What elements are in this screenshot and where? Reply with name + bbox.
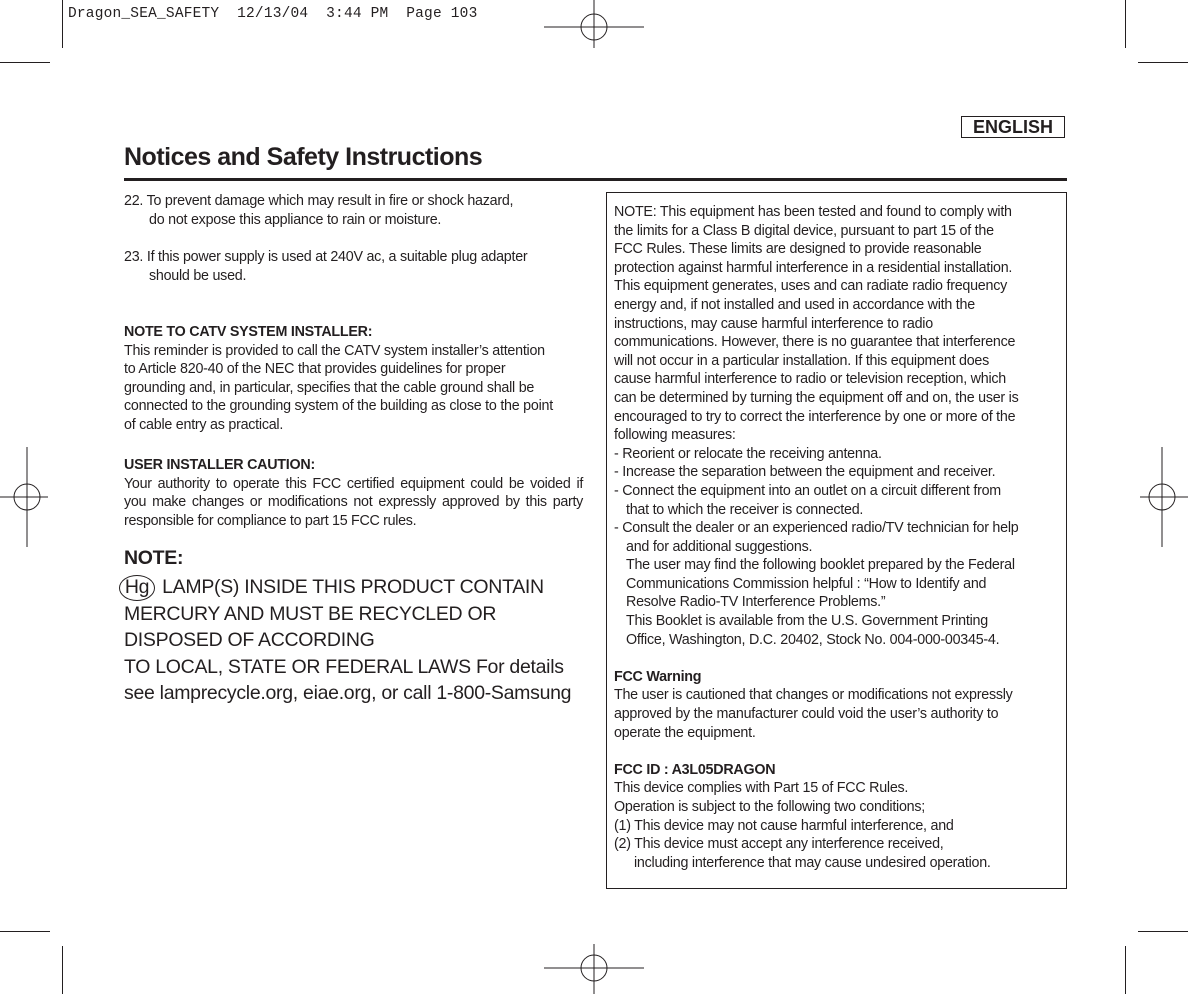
catv-line: This reminder is provided to call the CATV system installer’s attention: [124, 342, 545, 359]
safety-item-22: [124, 192, 513, 229]
printer-slug: Dragon_SEA_SAFETY 12/13/04 3:44 PM Page 103: [68, 6, 478, 22]
measure-item: - Increase the separation between the equipment and receiver.: [614, 464, 996, 481]
page-title: Notices and Safety Instructions: [124, 143, 483, 171]
booklet-line: Communications Commission helpful : “How to Identify and: [626, 575, 987, 592]
catv-section: [124, 323, 553, 435]
fcc-note-line: energy and, if not installed and used in accordance with the: [614, 296, 975, 313]
mercury-line: MERCURY AND MUST BE RECYCLED OR: [124, 602, 497, 625]
measure-line: - Connect the equipment into an outlet on a circuit different from: [614, 482, 1001, 499]
fcc-note-line: can be determined by turning the equipment off and on, the user is: [614, 389, 1019, 406]
mercury-line: see lamprecycle.org, eiae.org, or call 1-800-Samsung: [124, 682, 572, 704]
fcc-id-heading: FCC ID : A3L05DRAGON: [614, 761, 776, 778]
fcc-id-line: This device complies with Part 15 of FCC Rules.: [614, 780, 909, 797]
user-caution-heading: USER INSTALLER CAUTION:: [124, 457, 315, 473]
measure-item: - Reorient or relocate the receiving antenna.: [614, 445, 882, 462]
fcc-note-line: instructions, may cause harmful interference to radio: [614, 315, 933, 332]
language-badge: ENGLISH: [961, 116, 1065, 138]
mercury-note-heading: NOTE:: [124, 547, 184, 569]
item-line: should be used.: [149, 267, 247, 284]
booklet-line: Office, Washington, D.C. 20402, Stock No. 004-000-00345-4.: [626, 631, 1000, 648]
fcc-id-line: Operation is subject to the following two conditions;: [614, 799, 925, 815]
catv-line: of cable entry as practical.: [124, 416, 284, 433]
fcc-note-line: FCC Rules. These limits are designed to provide reasonable: [614, 241, 982, 258]
catv-line: connected to the grounding system of the building as close to the point: [124, 398, 553, 415]
title-rule: [124, 178, 1067, 181]
catv-line: grounding and, in particular, specifies that the cable ground shall be: [124, 379, 535, 396]
fcc-note-line: cause harmful interference to radio or television reception, which: [614, 371, 1006, 388]
fcc-id-line: (1) This device may not cause harmful interference, and: [614, 817, 954, 834]
fcc-note-line: protection against harmful interference in a residential installation.: [614, 259, 1013, 276]
mercury-line: DISPOSED OF ACCORDING: [124, 629, 375, 651]
mercury-line: [124, 574, 571, 601]
fcc-warning-line: The user is cautioned that changes or modifications not expressly: [614, 687, 1013, 704]
fcc-note-line: encouraged to try to correct the interference by one or more of the: [614, 408, 1016, 425]
mercury-line-text: LAMP(S) INSIDE THIS PRODUCT CONTAIN: [162, 575, 544, 598]
fcc-note-line: following measures:: [614, 427, 736, 444]
measure-line: that to which the receiver is connected.: [626, 501, 864, 518]
fcc-id-line: (2) This device must accept any interference received,: [614, 836, 944, 853]
user-caution-section: [124, 456, 583, 530]
fcc-warning-line: operate the equipment.: [614, 724, 756, 741]
item-line: 22. To prevent damage which may result in fire or shock hazard,: [124, 193, 514, 209]
fcc-note-line: communications. However, there is no guarantee that interference: [614, 334, 1016, 351]
catv-heading: NOTE TO CATV SYSTEM INSTALLER:: [124, 324, 373, 340]
hg-symbol: Hg: [119, 575, 155, 601]
booklet-line: This Booklet is available from the U.S. Government Printing: [626, 613, 988, 630]
fcc-notice-box: [606, 192, 1067, 889]
mercury-note: [124, 545, 571, 707]
mercury-line: TO LOCAL, STATE OR FEDERAL LAWS For details: [124, 655, 564, 678]
fcc-note-line: This equipment generates, uses and can radiate radio frequency: [614, 278, 1008, 295]
catv-line: to Article 820-40 of the NEC that provides guidelines for proper: [124, 361, 506, 378]
fcc-note-line: the limits for a Class B digital device, pursuant to part 15 of the: [614, 222, 994, 239]
measure-line: - Consult the dealer or an experienced radio/TV technician for help: [614, 520, 1019, 537]
item-line: 23. If this power supply is used at 240V ac, a suitable plug adapter: [124, 249, 528, 265]
fcc-note-line: NOTE: This equipment has been tested and found to comply with: [614, 204, 1012, 220]
fcc-note-line: will not occur in a particular installation. If this equipment does: [614, 352, 990, 369]
item-line: do not expose this appliance to rain or moisture.: [149, 211, 442, 228]
user-caution-body: Your authority to operate this FCC certified equipment could be voided if you make changes or modifications not expressly approved by this party responsible for compliance to part 15 FCC rules.: [124, 475, 583, 529]
safety-item-23: [124, 248, 527, 285]
fcc-id-line: including interference that may cause undesired operation.: [634, 854, 991, 871]
fcc-warning-line: approved by the manufacturer could void the user’s authority to: [614, 706, 999, 723]
measure-line: and for additional suggestions.: [626, 538, 813, 555]
fcc-notice-content: [614, 203, 1018, 872]
measure-item: [614, 519, 1018, 556]
measure-item: [614, 482, 1018, 519]
booklet-line: The user may find the following booklet prepared by the Federal: [626, 557, 1015, 574]
fcc-warning-heading: FCC Warning: [614, 668, 702, 685]
booklet-line: Resolve Radio-TV Interference Problems.”: [626, 594, 886, 611]
